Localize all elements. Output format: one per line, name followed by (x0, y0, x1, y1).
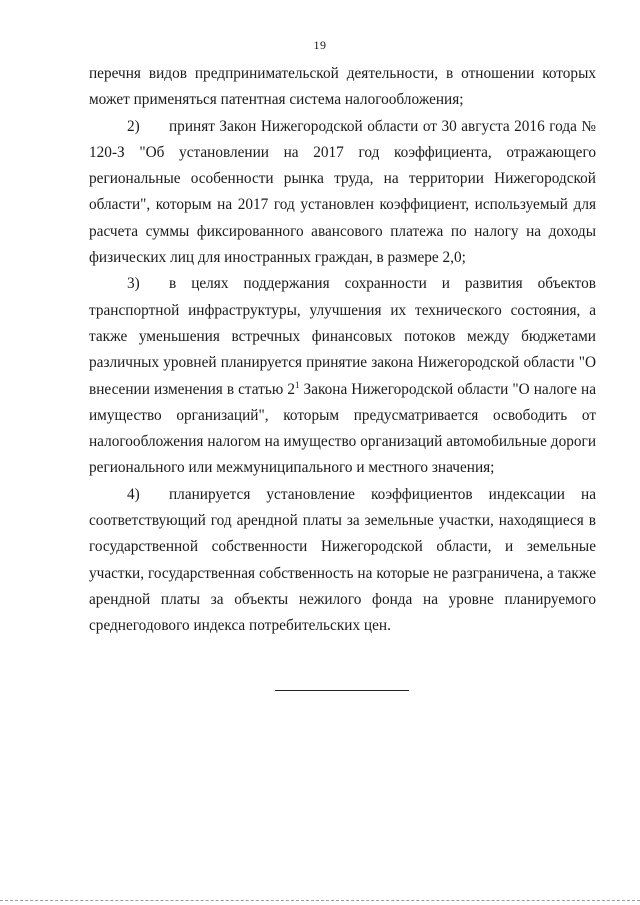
list-item-number: 4) (127, 485, 140, 503)
list-item-text: планируется установление коэффициентов индексации на соответствующий год арендной платы за земельные участки, находящиеся в государственной собственности Нижегородской области, и земельные участки, государственная собственность на которые не разграничена, а также арендной платы за объекты нежилого фонда на уровне планируемого среднегодового индекса потребительских цен. (89, 485, 596, 635)
document-body (89, 61, 596, 640)
list-item-text-after: Закона Нижегородской области "О налоге на имущество организаций", которым предусматривается освободить от налогообложения налогом на имущество организаций автомобильные дороги регионального или межмуниципального и местного значения; (89, 380, 596, 477)
list-item-3 (89, 271, 596, 481)
list-item-2 (89, 114, 596, 272)
superscript: 1 (294, 379, 300, 390)
paragraph-continuation (89, 61, 596, 114)
end-separator-line (275, 690, 409, 691)
list-item-4 (89, 482, 596, 640)
paragraph-text: перечня видов предпринимательской деятельности, в отношении которых может применяться патентная система налогообложения; (89, 65, 596, 109)
list-item-number: 3) (127, 275, 140, 293)
list-item-number: 2) (127, 117, 140, 135)
list-item-text-before: в целях поддержания сохранности и развития объектов транспортной инфраструктуры, улучшения их технического состояния, а также уменьшения встречных финансовых потоков между бюджетами различных уровней планируется принятие закона Нижегородской области "О внесении изменения в статью 2 (89, 275, 596, 398)
page-number: 19 (313, 38, 327, 52)
scan-edge-line (0, 900, 640, 901)
list-item-text: принят Закон Нижегородской области от 30 августа 2016 года № 120-З "Об установлении на 2017 год коэффициента, отражающего региональные особенности рынка труда, на территории Нижегородской области", которым на 2017 год установлен коэффициент, используемый для расчета суммы фиксированного авансового платежа по налогу на доходы физических лиц для иностранных граждан, в размере 2,0; (89, 117, 596, 267)
